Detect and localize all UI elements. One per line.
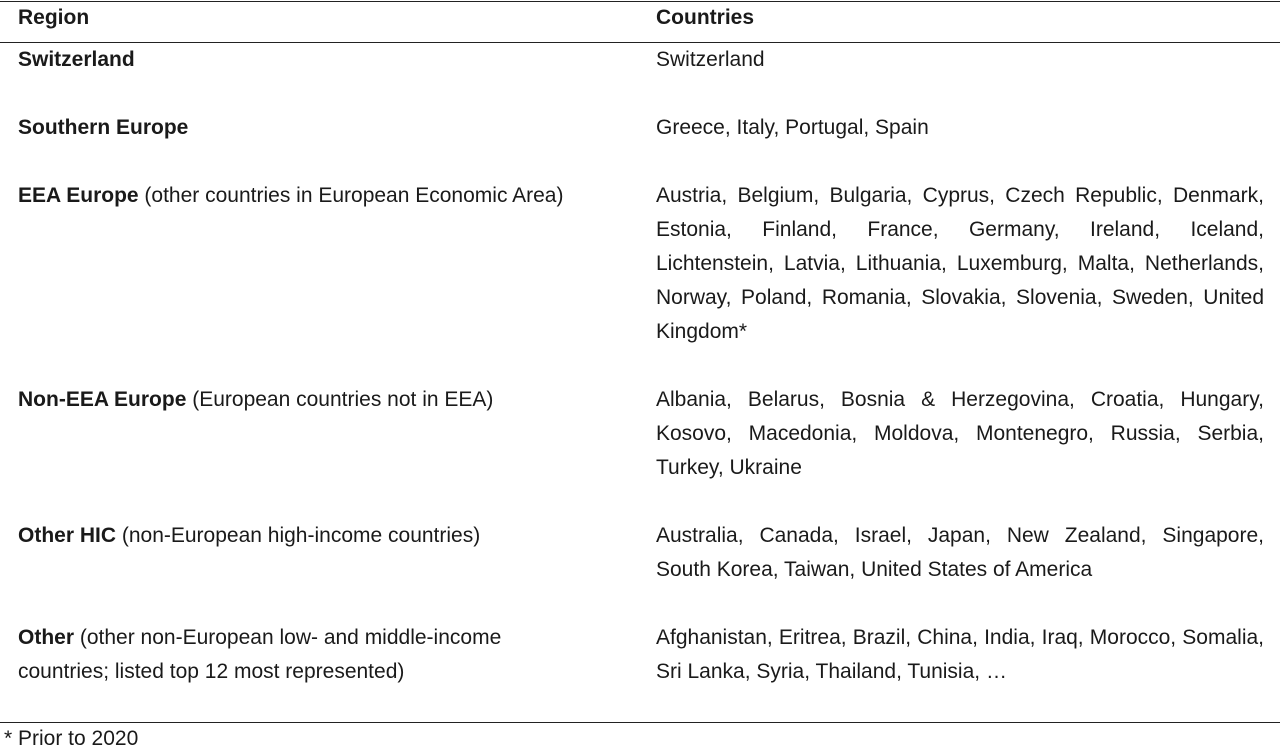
table-row-region [18, 519, 618, 553]
region-name: Southern Europe [18, 116, 189, 139]
region-note: (other non-European low- and middle-income countries; listed top 12 most represented) [18, 626, 502, 683]
table-row-countries: Albania, Belarus, Bosnia & Herzegovina, Croatia, Hungary, Kosovo, Macedonia, Moldova, Montenegro, Russia, Serbia, Turkey, Ukraine [656, 388, 1264, 479]
region-note: (European countries not in EEA) [186, 388, 494, 411]
table-row-region [18, 43, 618, 77]
table-row-region [18, 621, 578, 689]
region-note: (other countries in European Economic Area) [138, 184, 564, 207]
table-row-countries: Australia, Canada, Israel, Japan, New Zealand, Singapore, South Korea, Taiwan, United States of America [656, 524, 1264, 581]
table-row-countries: Afghanistan, Eritrea, Brazil, China, India, Iraq, Morocco, Somalia, Sri Lanka, Syria, Thailand, Tunisia, … [656, 626, 1264, 683]
table-row-region [18, 179, 618, 213]
table-row-countries: Greece, Italy, Portugal, Spain [656, 116, 929, 139]
region-name: Other HIC [18, 524, 117, 547]
header-countries: Countries [656, 6, 755, 29]
region-name: Switzerland [18, 48, 135, 71]
region-note: (non-European high-income countries) [116, 524, 481, 547]
region-name: Other [18, 626, 75, 649]
region-name: Non-EEA Europe [18, 388, 187, 411]
table-row-region [18, 383, 618, 417]
table-bottom-rule [0, 722, 1280, 723]
region-name: EEA Europe [18, 184, 139, 207]
header-region: Region [18, 6, 90, 29]
table-row-countries: Austria, Belgium, Bulgaria, Cyprus, Czech Republic, Denmark, Estonia, Finland, France, Germany, Ireland, Iceland, Lichtenstein, Latvia, Lithuania, Luxemburg, Malta, Netherlands, Norway, Poland, Romania, Slovakia, Slovenia, Sweden, United Kingdom* [656, 184, 1264, 343]
table-row-countries: Switzerland [656, 48, 765, 71]
footnote: * Prior to 2020 [4, 727, 139, 750]
table-row-region [18, 111, 618, 145]
